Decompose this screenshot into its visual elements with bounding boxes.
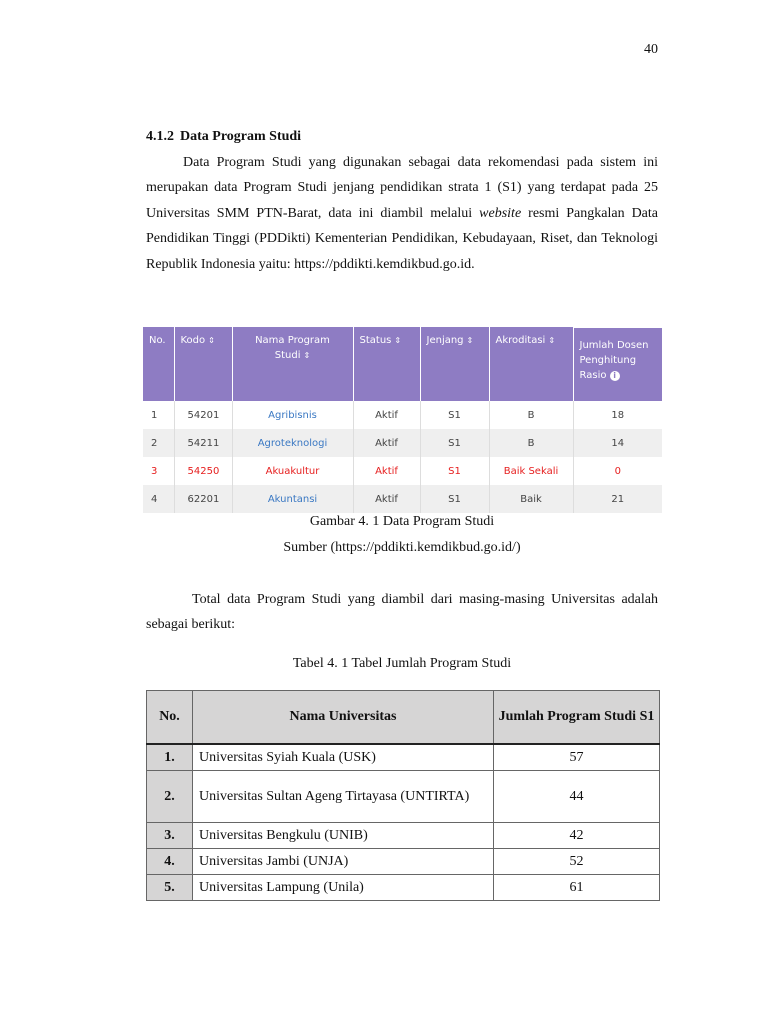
cell-akreditasi: B	[489, 401, 573, 429]
cell-jumlah: 0	[614, 465, 621, 477]
program-studi-table	[143, 325, 662, 513]
row-nama: Universitas Jambi (UNJA)	[193, 849, 494, 875]
cell-nama	[232, 429, 353, 457]
table-row	[143, 401, 662, 429]
row-no: 4.	[147, 849, 193, 875]
cell-akreditasi: Baik Sekali	[489, 457, 573, 485]
info-icon[interactable]: i	[610, 371, 620, 381]
page-number: 40	[644, 42, 658, 57]
cell-jenjang: S1	[420, 457, 489, 485]
cell-akreditasi: Baik	[489, 485, 573, 513]
row-jumlah: 44	[494, 771, 660, 823]
row-jumlah: 61	[494, 875, 660, 901]
col-nama[interactable]: Nama Program Studi ⇕	[232, 327, 353, 402]
cell-jenjang: S1	[420, 485, 489, 513]
table-row-highlighted	[143, 457, 662, 485]
cell-nama	[232, 401, 353, 429]
table-row	[147, 744, 660, 771]
col-kode[interactable]: Kodo ⇕	[174, 327, 232, 402]
sort-arrows-icon[interactable]: ⇕	[548, 335, 556, 345]
cell-kode: 62201	[174, 485, 232, 513]
total-paragraph	[146, 587, 658, 638]
intro-paragraph	[146, 150, 658, 277]
cell-status: Aktif	[353, 429, 420, 457]
row-jumlah: 52	[494, 849, 660, 875]
intro-italic: website	[479, 205, 522, 221]
row-nama: Universitas Lampung (Unila)	[193, 875, 494, 901]
pddikti-screenshot	[143, 325, 662, 505]
cell-jumlah: 14	[573, 429, 662, 457]
section-heading	[146, 129, 301, 145]
table-row	[147, 771, 660, 823]
row-nama: Universitas Sultan Ageng Tirtayasa (UNTIRTA)	[193, 771, 494, 823]
prodi-link[interactable]: Agroteknologi	[257, 437, 328, 449]
col-status[interactable]: Status ⇕	[353, 327, 420, 402]
row-no: 2.	[147, 771, 193, 823]
cell-status: Aktif	[353, 401, 420, 429]
row-nama: Universitas Syiah Kuala (USK)	[193, 744, 494, 771]
cell-no: 2	[143, 429, 174, 457]
cell-no: 3	[143, 457, 174, 485]
row-no: 1.	[147, 744, 193, 771]
cell-kode: 54211	[174, 429, 232, 457]
sort-arrows-icon[interactable]: ⇕	[208, 335, 215, 345]
col-no[interactable]: No.	[143, 327, 174, 402]
cell-kode: 54250	[174, 457, 232, 485]
header-no: No.	[147, 691, 193, 745]
cell-kode: 54201	[174, 401, 232, 429]
prodi-link[interactable]: Agribisnis	[268, 409, 317, 421]
row-jumlah: 57	[494, 744, 660, 771]
cell-jumlah: 18	[611, 409, 625, 421]
total-text: Total data Program Studi yang diambil dari masing-masing Universitas adalah sebagai berikut:	[146, 592, 658, 633]
figure-caption: Gambar 4. 1 Data Program Studi	[309, 514, 495, 529]
cell-no: 1	[143, 401, 174, 429]
cell-jenjang: S1	[420, 429, 489, 457]
sort-arrows-icon[interactable]: ⇕	[303, 350, 311, 360]
prodi-link[interactable]: Akuntansi	[267, 493, 318, 505]
table-row	[147, 875, 660, 901]
figure-source: Sumber (https://pddikti.kemdikbud.go.id/)	[283, 540, 521, 555]
col-jenjang[interactable]: Jenjang ⇕	[420, 327, 489, 402]
cell-akreditasi: B	[489, 429, 573, 457]
intro-text-1: Data Program Studi yang digunakan sebagai data rekomendasi pada sistem ini merupakan data Program Studi jenjang pendidikan strata 1 (S1) yang terdapat pada 25 Universitas SMM PTN-Barat, data ini diambil melalui	[146, 155, 658, 221]
sort-arrows-icon[interactable]: ⇕	[466, 335, 474, 345]
cell-nama	[232, 457, 353, 485]
table-row	[143, 429, 662, 457]
section-title: Data Program Studi	[180, 129, 302, 144]
row-no: 3.	[147, 823, 193, 849]
section-number: 4.1.2	[146, 129, 174, 144]
row-no: 5.	[147, 875, 193, 901]
table-header-row	[147, 691, 660, 745]
table-row	[147, 849, 660, 875]
cell-status: Aktif	[353, 457, 420, 485]
header-jumlah: Jumlah Program Studi S1	[494, 691, 660, 745]
col-jumlah-dosen[interactable]: Jumlah Dosen Penghitung Rasio i	[573, 327, 662, 402]
prodi-link[interactable]: Akuakultur	[265, 465, 320, 477]
table-row	[143, 485, 662, 513]
cell-jumlah: 21	[573, 485, 662, 513]
cell-status: Aktif	[353, 485, 420, 513]
intro-text-2: resmi Pangkalan Data Pendidikan Tinggi (PDDikti) Kementerian Pendidikan, Kebudayaan, Riset, dan Teknologi Republik Indonesia yaitu: https://pddikti.kemdikbud.go.id.	[146, 205, 658, 272]
row-jumlah: 42	[494, 823, 660, 849]
screenshot-header-row	[143, 327, 662, 402]
row-nama: Universitas Bengkulu (UNIB)	[193, 823, 494, 849]
sort-arrows-icon[interactable]: ⇕	[394, 335, 402, 345]
header-nama-universitas: Nama Universitas	[193, 691, 494, 745]
table-caption: Tabel 4. 1 Tabel Jumlah Program Studi	[292, 656, 512, 671]
col-akreditasi[interactable]: Akroditasi ⇕	[489, 327, 573, 402]
cell-jenjang: S1	[420, 401, 489, 429]
table-row	[147, 823, 660, 849]
cell-no: 4	[143, 485, 174, 513]
cell-nama	[232, 485, 353, 513]
jumlah-program-studi-table	[146, 690, 660, 901]
